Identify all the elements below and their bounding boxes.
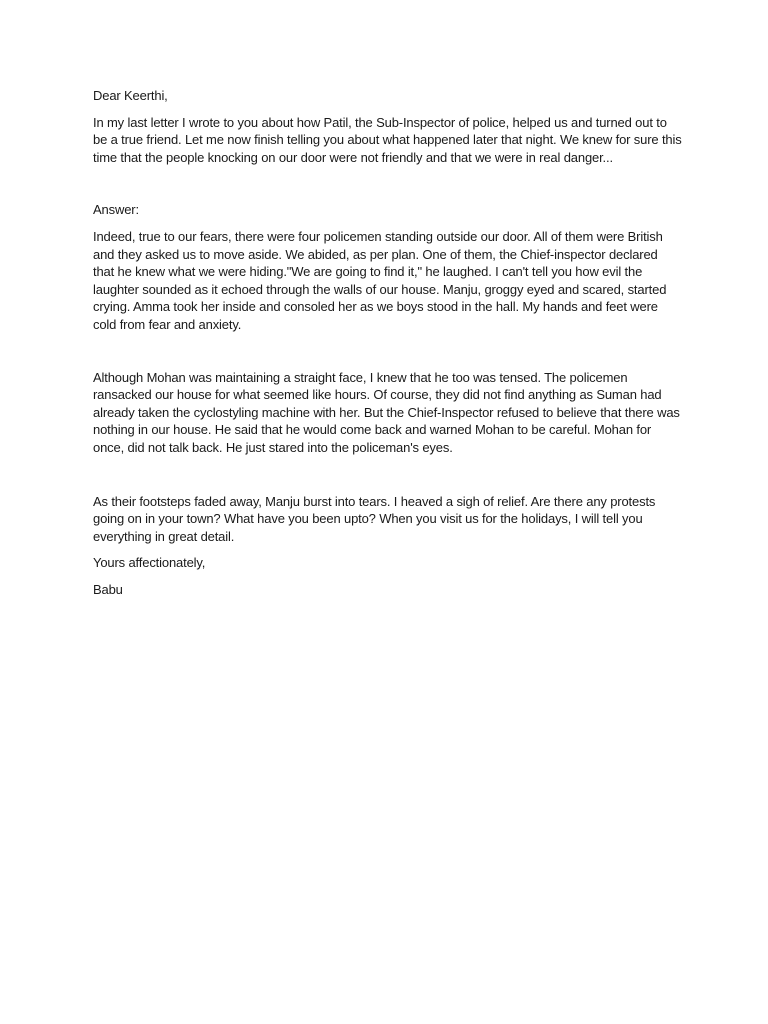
answer-paragraph-1: Indeed, true to our fears, there were four policemen standing outside our door. All of them were British and they asked us to move aside. We abided, as per plan. One of them, the Chief-inspector declared that he knew what we were hiding."We are going to find it," he laughed. I can't tell you how evil the laughter sounded as it echoed through the walls of our house. Manju, groggy eyed and scared, started crying. Amma took her inside and consoled her as we boys stood in the hall. My hands and feet were cold from fear and anxiety. bbox=[93, 228, 667, 332]
letter-closing: Yours affectionately, bbox=[93, 555, 206, 571]
letter-greeting: Dear Keerthi, bbox=[93, 88, 168, 103]
answer-label: Answer: bbox=[93, 202, 139, 218]
letter-intro-paragraph: In my last letter I wrote to you about how Patil, the Sub-Inspector of police, helped us and turned out to be a true friend. Let me now finish telling you about what happened later that night. We knew for sure this time that the people knocking on our door were not friendly and that we were in real danger... bbox=[93, 114, 682, 165]
answer-paragraph-2: Although Mohan was maintaining a straight face, I knew that he too was tensed. The policemen ransacked our house for what seemed like hours. Of course, they did not find anything as Suman had already taken the cyclostyling machine with her. But the Chief-Inspector refused to believe that there was nothing in our house. He said that he would come back and warned Mohan to be careful. Mohan for once, did not talk back. He just stared into the policeman's eyes. bbox=[93, 369, 680, 455]
letter-signature: Babu bbox=[93, 581, 123, 597]
answer-paragraph-3: As their footsteps faded away, Manju burst into tears. I heaved a sigh of relief. Are there any protests going on in your town? What have you been upto? When you visit us for the holidays, I will tell you everything in great detail. bbox=[93, 493, 656, 544]
